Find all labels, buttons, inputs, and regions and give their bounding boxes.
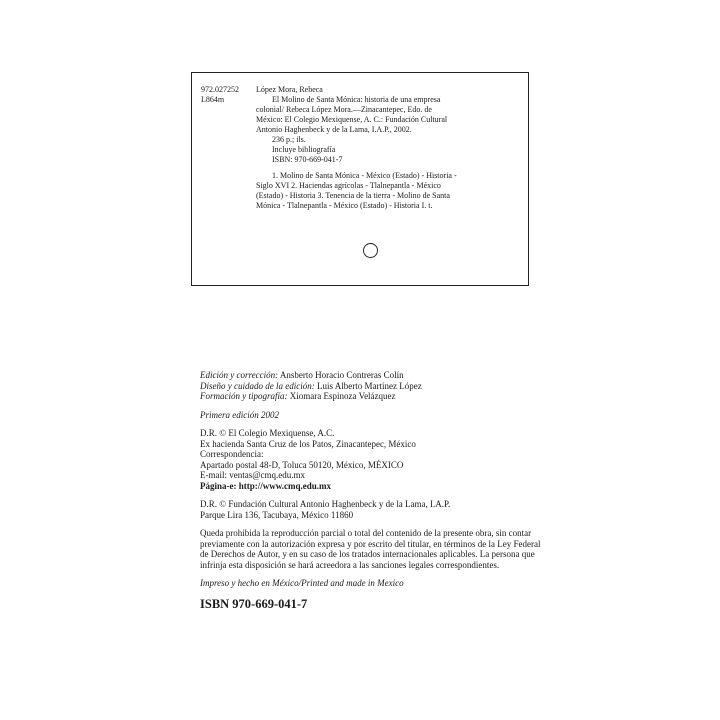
legal-line: previamente con la autorización expresa y por escrito del titular, en términos de la Ley Federal [200,538,541,549]
credit-label: Edición y corrección: [200,370,279,380]
card-entry [256,85,524,211]
card-line: 236 p.; ils. [272,135,306,144]
card-author: López Mora, Rebeca [256,85,323,94]
email-line: E-mail: ventas@cmq.edu.mx [200,470,306,480]
webpage-line [200,481,530,492]
publisher-line: D.R. © Fundación Cultural Antonio Haghenbeck y de la Lama, I.A.P. [200,499,451,509]
printed-note: Impreso y hecho en México/Printed and made in Mexico [200,578,404,588]
card-line: El Molino de Santa Mónica: historia de una empresa [272,95,441,104]
card-line: Incluye bibliografía [272,145,336,154]
subject-line: Mónica - Tlalnepantla - México (Estado) - Historia I. t. [256,201,433,210]
credit-line [200,370,530,381]
card-line: Antonio Haghenbeck y de la Lama, I.A.P., 2002. [256,125,412,134]
catalog-card [191,72,529,286]
credit-value: Luis Alberto Martínez López [316,380,422,391]
subject-line: (Estado) - Historia 3. Tenencia de la tierra - Molino de Santa [256,191,450,200]
card-line: ISBN: 970-669-041-7 [272,155,343,164]
isbn: ISBN 970-669-041-7 [200,596,308,611]
credit-label: Diseño y cuidado de la edición: [200,380,315,391]
legal-line: Queda prohibida la reproducción parcial o total del contenido de la presente obra, sin contar [200,528,532,538]
call-number-line: 972.027252 [201,85,239,94]
edition-note: Primera edición 2002 [200,409,279,420]
call-number [201,85,239,105]
publisher-line: Correspondencia: [200,449,264,459]
subject-line: Siglo XVI 2. Haciendas agrícolas - Tlalnepantla - México [256,181,441,190]
card-line: México: El Colegio Mexiquense, A. C.: Fundación Cultural [256,115,448,124]
publisher-line: D.R. © El Colegio Mexiquense, A.C. [200,428,335,438]
legal-line: infrinja esta disposición se hará acreedora a las sanciones legales correspondientes. [200,559,500,570]
card-subjects [256,171,524,211]
publisher-line: Ex hacienda Santa Cruz de los Patos, Zinacantepec, México [200,438,416,449]
credit-value: Ansberto Horacio Contreras Colín [279,370,404,380]
credit-line [200,391,530,402]
webpage-label: Página-e: [200,480,237,491]
card-hole-icon [363,243,378,258]
webpage-link[interactable]: http://www.cmq.edu.mx [238,480,332,491]
credit-value: Xiomara Espinoza Velázquez [289,391,396,401]
card-line: colonial/ Rebeca López Mora.—Zinacantepec, Edo. de [256,105,432,114]
credit-line [200,381,530,392]
credit-label: Formación y tipografía: [200,391,288,401]
subject-line: 1. Molino de Santa Mónica - México (Estado) - Historia - [272,171,457,180]
call-number-line: L864m [201,95,225,104]
publisher-line: Apartado postal 48-D, Toluca 50120, México, MÉXICO [200,459,404,470]
legal-line: de Derechos de Autor, y en su caso de los tratados internacionales aplicables. La persona que [200,549,535,559]
colophon [200,370,541,611]
publisher-line: Parque Lira 136, Tacubaya, México 11860 [200,509,354,520]
